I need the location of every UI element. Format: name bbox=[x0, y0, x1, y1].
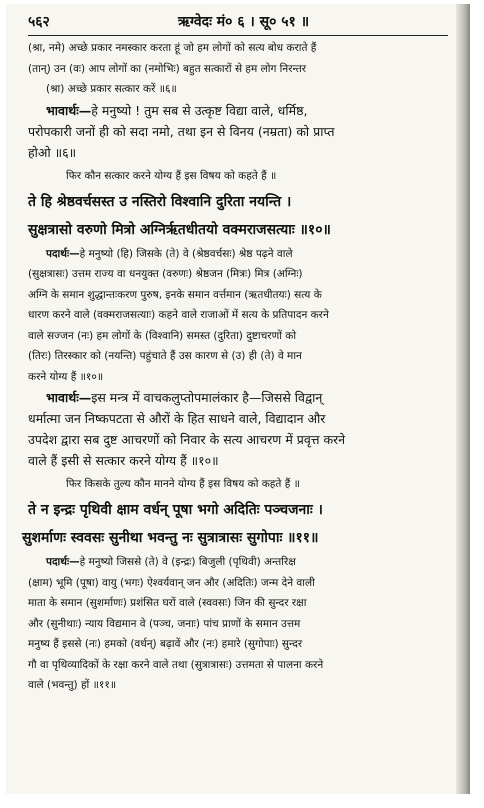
mantra-line: सुक्षत्रासो वरुणो मित्रो अग्निर्ऋतधीतयो वक्मराजसत्याः ॥१०॥ bbox=[28, 221, 331, 238]
page-number: ५६२ bbox=[28, 14, 50, 30]
verse-11-intro: फिर किसके तुल्य कौन मानने योग्य हैं इस विषय को कहते हैं ॥ bbox=[66, 478, 300, 490]
text-line: और (सुनीथाः) न्याय विद्यमान वे (पञ्च, जनाः) पांच प्राणों के समान उत्तम bbox=[28, 617, 301, 630]
top-meaning bbox=[28, 38, 454, 100]
text-line: (क्षाम) भूमि (पूषा) वायु (भगः) ऐश्वर्यवान् जन और (अदितिः) जन्म देने वाली bbox=[28, 576, 315, 589]
text-line: (सुक्षत्रासः) उत्तम राज्य वा धनयुक्त (वरुणः) श्रेष्ठजन (मित्रः) मित्र (अग्निः) bbox=[28, 268, 303, 280]
bhavartha-label: भावार्थः— bbox=[46, 390, 92, 405]
text-line: हे मनुष्यो ! तुम सब से उत्कृष्ट विद्या वाले, धर्मिष्ठ, bbox=[91, 102, 308, 118]
text-line: इस मन्त्र में वाचकलुप्तोपमालंकार है—जिससे विद्वान् bbox=[91, 390, 323, 405]
text-line: वाले हैं इसी से सत्कार करने योग्य हैं ॥१०॥ bbox=[28, 453, 219, 468]
verse-10-bhavartha bbox=[28, 387, 454, 471]
top-bhavartha bbox=[28, 100, 454, 163]
text-line: (श्रा, नमे) अच्छे प्रकार नमस्कार करता हूं जो हम लोगों को सत्य बोध कराते हैं bbox=[28, 42, 317, 54]
bhavartha-label: भावार्थः— bbox=[46, 102, 92, 118]
padartha-label: पदार्थः— bbox=[46, 556, 80, 568]
header-rule bbox=[28, 35, 448, 36]
text-line: करने योग्य हैं ॥१०॥ bbox=[28, 370, 104, 383]
text-line: उपदेश द्वारा सब दुष्ट आचरणों को निवार के सत्य आचरण में प्रवृत्त करने bbox=[28, 432, 346, 447]
verse-10-intro: फिर कौन सत्कार करने योग्य हैं इस विषय को कहते हैं ॥ bbox=[66, 169, 277, 182]
text-line: (तिरः) तिरस्कार को (नयन्ति) पहुंचाते हैं उस कारण से (उ) ही (ते) वे मान bbox=[28, 350, 302, 362]
text-line: हे मनुष्यो (हि) जिसके (ते) वे (श्रेष्ठवर्चसः) श्रेष्ठ पढ़ने वाले bbox=[79, 247, 293, 260]
book-spine-edge bbox=[456, 4, 470, 794]
mantra-line: ते न इन्द्रः पृथिवी क्षाम वर्धन् पूषा भगो अदितिः पञ्चजनाः । bbox=[28, 502, 323, 518]
text-line: वाले (भवन्तु) हों ॥११॥ bbox=[28, 679, 117, 691]
text-line: अग्नि के समान शुद्धान्तःकरण पुरुष, इनके समान वर्त्तमान (ऋतधीतयः) सत्य के bbox=[28, 288, 322, 301]
text-line: धारण करने वाले (वक्मराजसत्याः) कहने वाले राजाओं में सत्य के प्रतिपादन करने bbox=[28, 309, 329, 321]
mantra-line: ते हि श्रेष्ठवर्चसस्त उ नस्तिरो विश्वानि दुरिता नयन्ति । bbox=[28, 193, 292, 210]
text-line: होओ ॥६॥ bbox=[28, 144, 77, 160]
text-line: हे मनुष्यो जिससे (ते) वे (इन्द्रः) बिजुली (पृथिवी) अन्तरिक्ष bbox=[79, 556, 296, 568]
text-line: मनुष्य हैं इससे (नः) हमको (वर्धन्) बढ़ावें और (नः) हमारे (सुगोपाः) सुन्दर bbox=[28, 638, 303, 650]
verse-11-padartha bbox=[28, 552, 454, 696]
text-line: परोपकारी जनों ही को सदा नमो, तथा इन से विनय (नम्रता) को प्राप्त bbox=[28, 123, 335, 139]
verse-10-mantra bbox=[28, 188, 454, 244]
running-title: ऋग्वेदः मं० ६ । सू० ५१ ॥ bbox=[178, 14, 310, 30]
text-line: वाले सज्जन (नः) हम लोगों के (विश्वानि) समस्त (दुरिता) दुष्टाचरणों को bbox=[28, 329, 297, 342]
mantra-line: सुशर्माणः स्ववसः सुनीथा भवन्तु नः सुत्रात्रासः सुगोपाः ॥११॥ bbox=[22, 530, 319, 546]
verse-10-padartha bbox=[28, 244, 454, 388]
book-page bbox=[6, 4, 464, 794]
text-line: (श्रा) अच्छे प्रकार सत्कार करें ॥६॥ bbox=[46, 83, 177, 95]
text-line: (तान्) उन (वः) आप लोगों का (नमोभिः) बहुत सत्कारों से हम लोग निरन्तर bbox=[28, 62, 307, 75]
text-line: धर्मात्मा जन निष्कपटता से औरों के हित साधने वाले, विद्यादान और bbox=[28, 411, 326, 426]
verse-11-mantra bbox=[22, 496, 454, 552]
text-line: गौ वा पृथिव्यादिकों के रक्षा करने वाले तथा (सुत्रात्रासः) उत्तमता से पालना करने bbox=[28, 658, 324, 671]
text-line: माता के समान (सुशर्माणः) प्रशंसित घरों वाले (स्ववसः) जिन की सुन्दर रक्षा bbox=[28, 597, 307, 609]
page-header bbox=[28, 10, 454, 38]
padartha-label: पदार्थः— bbox=[46, 247, 80, 260]
